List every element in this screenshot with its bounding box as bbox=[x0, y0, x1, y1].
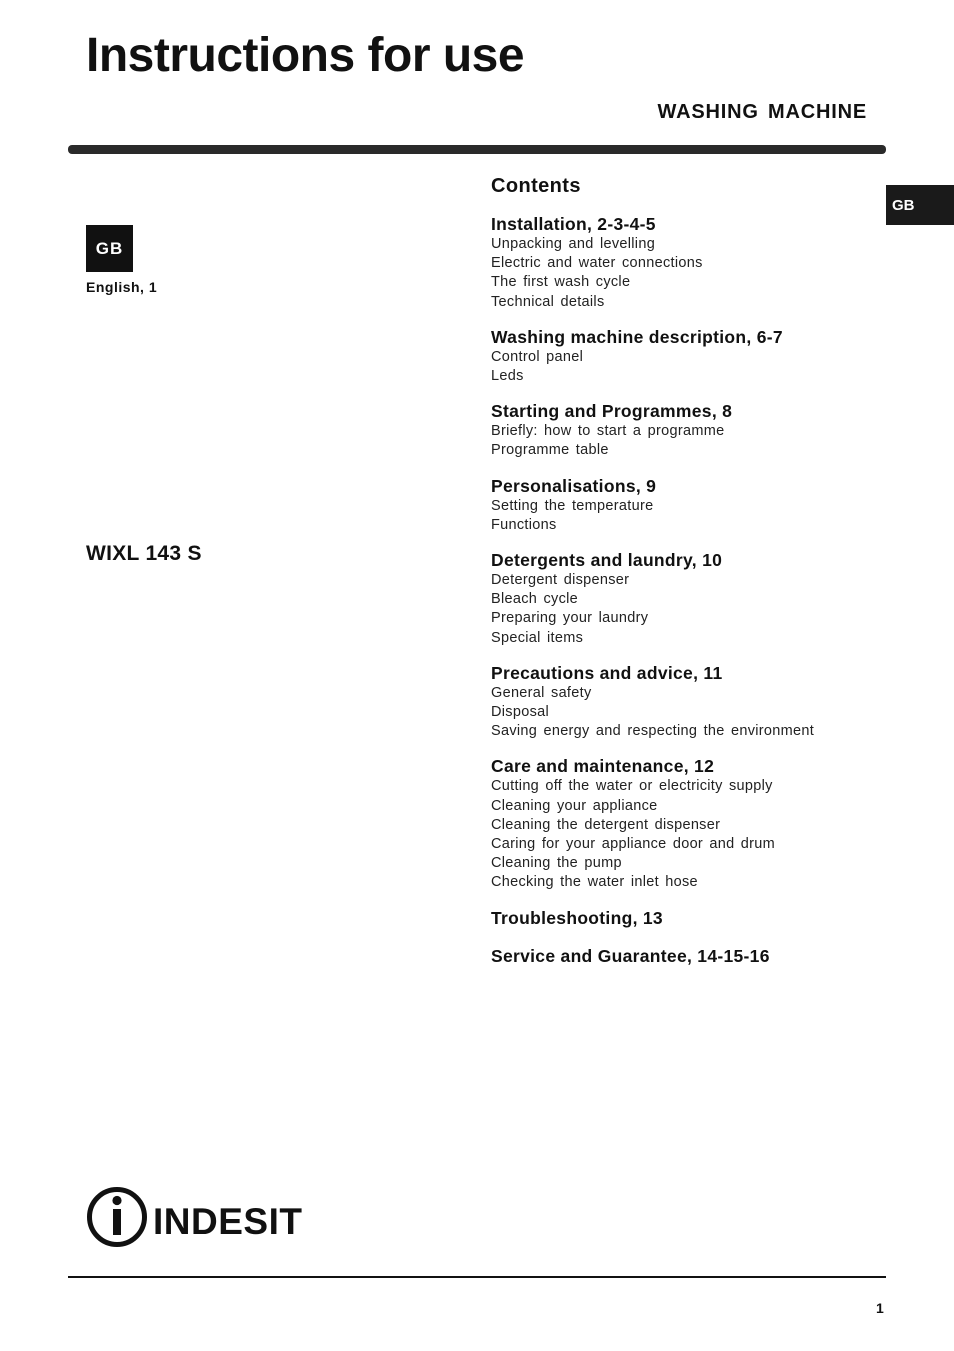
section-title: Washing machine description, 6-7 bbox=[491, 326, 783, 347]
contents-section bbox=[491, 549, 871, 648]
section-items bbox=[491, 777, 871, 892]
header-divider bbox=[68, 145, 886, 154]
section-item: Cutting off the water or electricity supply bbox=[491, 778, 773, 795]
section-item: General safety bbox=[491, 684, 592, 701]
section-item: Leds bbox=[491, 368, 524, 385]
section-item: Bleach cycle bbox=[491, 591, 578, 608]
indesit-i-circle-icon bbox=[90, 1190, 145, 1245]
section-item: Special items bbox=[491, 629, 584, 646]
section-item: Cleaning your appliance bbox=[491, 797, 658, 814]
section-item: Unpacking and levelling bbox=[491, 236, 656, 252]
section-title: Personalisations, 9 bbox=[491, 475, 657, 496]
language-side-tab: GB bbox=[886, 185, 954, 225]
section-title: Care and maintenance, 12 bbox=[491, 756, 715, 777]
contents-section bbox=[491, 945, 871, 967]
section-item: Electric and water connections bbox=[491, 255, 703, 272]
table-of-contents bbox=[491, 175, 871, 983]
section-item: Functions bbox=[491, 516, 557, 533]
contents-section bbox=[491, 755, 871, 892]
language-label: English, 1 bbox=[86, 279, 158, 295]
page-number: 1 bbox=[876, 1300, 884, 1316]
section-items bbox=[491, 571, 871, 648]
section-item: Control panel bbox=[491, 348, 584, 365]
section-title: Detergents and laundry, 10 bbox=[491, 550, 723, 571]
section-title: Troubleshooting, 13 bbox=[491, 907, 663, 928]
section-item: Technical details bbox=[491, 293, 605, 310]
section-item: Detergent dispenser bbox=[491, 572, 630, 589]
language-badge: GB bbox=[86, 225, 133, 272]
section-title: Service and Guarantee, 14-15-16 bbox=[491, 945, 770, 966]
brand-wordmark: INDESIT bbox=[153, 1201, 303, 1242]
section-title: Precautions and advice, 11 bbox=[491, 662, 723, 683]
section-item: Disposal bbox=[491, 704, 550, 721]
contents-section bbox=[491, 475, 871, 535]
section-item: Setting the temperature bbox=[491, 497, 654, 514]
contents-title: Contents bbox=[491, 175, 581, 197]
footer-divider bbox=[68, 1276, 886, 1278]
contents-section bbox=[491, 662, 871, 742]
section-items bbox=[491, 348, 871, 386]
contents-sections bbox=[491, 213, 871, 967]
document-title: Instructions for use bbox=[86, 29, 525, 82]
document-subtitle: WASHING MACHINE bbox=[657, 101, 867, 123]
section-item: Checking the water inlet hose bbox=[491, 874, 698, 891]
indesit-logo bbox=[86, 1186, 318, 1248]
section-item: The first wash cycle bbox=[491, 274, 631, 291]
section-items bbox=[491, 235, 871, 312]
section-title: Installation, 2-3-4-5 bbox=[491, 214, 656, 234]
section-item: Programme table bbox=[491, 442, 609, 459]
section-items bbox=[491, 422, 871, 460]
section-item: Briefly: how to start a programme bbox=[491, 423, 725, 440]
section-item: Preparing your laundry bbox=[491, 610, 649, 627]
section-item: Saving energy and respecting the environment bbox=[491, 723, 815, 740]
section-title: Starting and Programmes, 8 bbox=[491, 401, 733, 422]
section-item: Cleaning the pump bbox=[491, 855, 622, 872]
contents-section bbox=[491, 213, 871, 312]
section-item: Cleaning the detergent dispenser bbox=[491, 816, 721, 833]
section-items bbox=[491, 684, 871, 742]
contents-section bbox=[491, 907, 871, 929]
section-item: Caring for your appliance door and drum bbox=[491, 836, 776, 853]
contents-section bbox=[491, 400, 871, 460]
model-name: WIXL 143 S bbox=[86, 542, 202, 565]
section-items bbox=[491, 497, 871, 535]
contents-section bbox=[491, 326, 871, 386]
